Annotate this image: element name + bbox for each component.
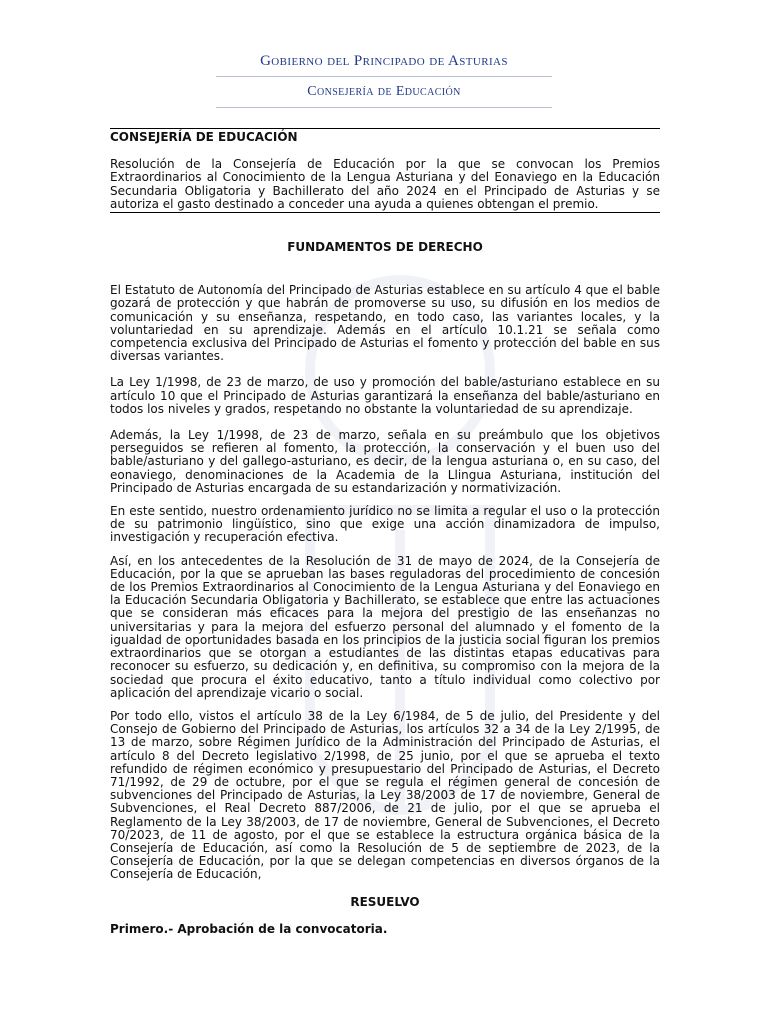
summary-box [110, 128, 660, 213]
paragraph: Por todo ello, vistos el artículo 38 de la Ley 6/1984, de 5 de julio, del Presidente y del Consejo de Gobierno del Principado de Asturias, los artículos 32 a 34 de la Ley 2/1995, de 13 de marzo, sobre Régimen Jurídico de la Administración del Principado de Asturias, el artículo 8 del Decreto legislativo 2/1998, de 25 junio, por el que se aprueba el texto refundido de régimen económico y presupuestario del Principado de Asturias, el Decreto 71/1992, de 29 de octubre, por el que se regula el régimen general de concesión de subvenciones del Principado de Asturias, la Ley 38/2003 de 17 de noviembre, General de Subvenciones, el Real Decreto 887/2006, de 21 de julio, por el que se aprueba el Reglamento de la Ley 38/2003, de 17 de noviembre, General de Subvenciones, el Decreto 70/2023, de 11 de agosto, por el que se establece la estructura orgánica básica de la Consejería de Educación, así como la Resolución de 5 de septiembre de 2023, de la Consejería de Educación, por la que se delegan competencias en diversos órganos de la Consejería de Educación, [110, 708, 660, 882]
resolve-heading: RESUELVO [350, 894, 420, 909]
letterhead-divider-bottom [216, 107, 552, 108]
paragraph: Así, en los antecedentes de la Resolución de 31 de mayo de 2024, de la Consejería de Educación, por la que se aprueban las bases reguladoras del procedimiento de concesión de los Premios Extraordinarios al Conocimiento de la Lengua Asturiana y del Eonaviego en la Educación Secundaria Obligatoria y Bachillerato, se establece que entre las actuaciones que se consideran más eficaces para la mejora del prestigio de las enseñanzas no universitarias y para la mejora del esfuerzo personal del alumnado y el fomento de la igualdad de oportunidades basada en los principios de la justicia social figuran los premios extraordinarios que se otorgan a estudiantes de las distintas etapas educativas para reconocer su esfuerzo, su dedicación y, en definitiva, su compromiso con la mejora de la sociedad que procura el éxito educativo, tanto a título individual como colectivo por aplicación del aprendizaje vicario o social. [110, 553, 660, 700]
government-title: Gobierno del Principado de Asturias [260, 53, 508, 69]
first-item-heading: Primero.- Aprobación de la convocatoria. [110, 921, 388, 936]
paragraph: La Ley 1/1998, de 23 de marzo, de uso y promoción del bable/asturiano establece en su artículo 10 que el Principado de Asturias garantizará la enseñanza del bable/asturiano en todos los niveles y grados, respetando no obstante la voluntariedad de su aprendizaje. [110, 375, 660, 416]
legal-basis-heading: FUNDAMENTOS DE DERECHO [287, 240, 483, 255]
section-title: CONSEJERÍA DE EDUCACIÓN [110, 130, 298, 144]
summary-text: Resolución de la Consejería de Educación por la que se convocan los Premios Extraordinarios al Conocimiento de la Lengua Asturiana y del Eonaviego en la Educación Secundaria Obligatoria y Bachillerato del año 2024 en el Principado de Asturias y se autoriza el gasto destinado a conceder una ayuda a quienes obtengan el premio. [110, 157, 660, 211]
department-title: Consejería de Educación [307, 84, 461, 99]
letterhead [0, 52, 768, 114]
paragraph: Además, la Ley 1/1998, de 23 de marzo, señala en su preámbulo que los objetivos perseguidos se refieren al fomento, la protección, la conservación y el buen uso del bable/asturiano y del gallego-asturiano, es decir, de la lengua asturiana o, en su caso, del eonaviego, denominaciones de la Academia de la Llingua Asturiana, institución del Principado de Asturias encargada de su estandarización y normativización. [110, 428, 660, 495]
paragraph: El Estatuto de Autonomía del Principado de Asturias establece en su artículo 4 que el bable gozará de protección y que habrán de promoverse su uso, su difusión en los medios de comunicación y su enseñanza, respetando, en todo caso, las variantes locales, y la voluntariedad en su aprendizaje. Además en el artículo 10.1.21 se señala como competencia exclusiva del Principado de Asturias el fomento y protección del bable en sus diversas variantes. [110, 283, 660, 364]
document-body [110, 128, 660, 936]
letterhead-divider [216, 76, 552, 77]
paragraph: En este sentido, nuestro ordenamiento jurídico no se limita a regular el uso o la protección de su patrimonio lingüístico, sino que exige una acción dinamizadora de impulso, investigación y recuperación efectiva. [110, 504, 660, 545]
